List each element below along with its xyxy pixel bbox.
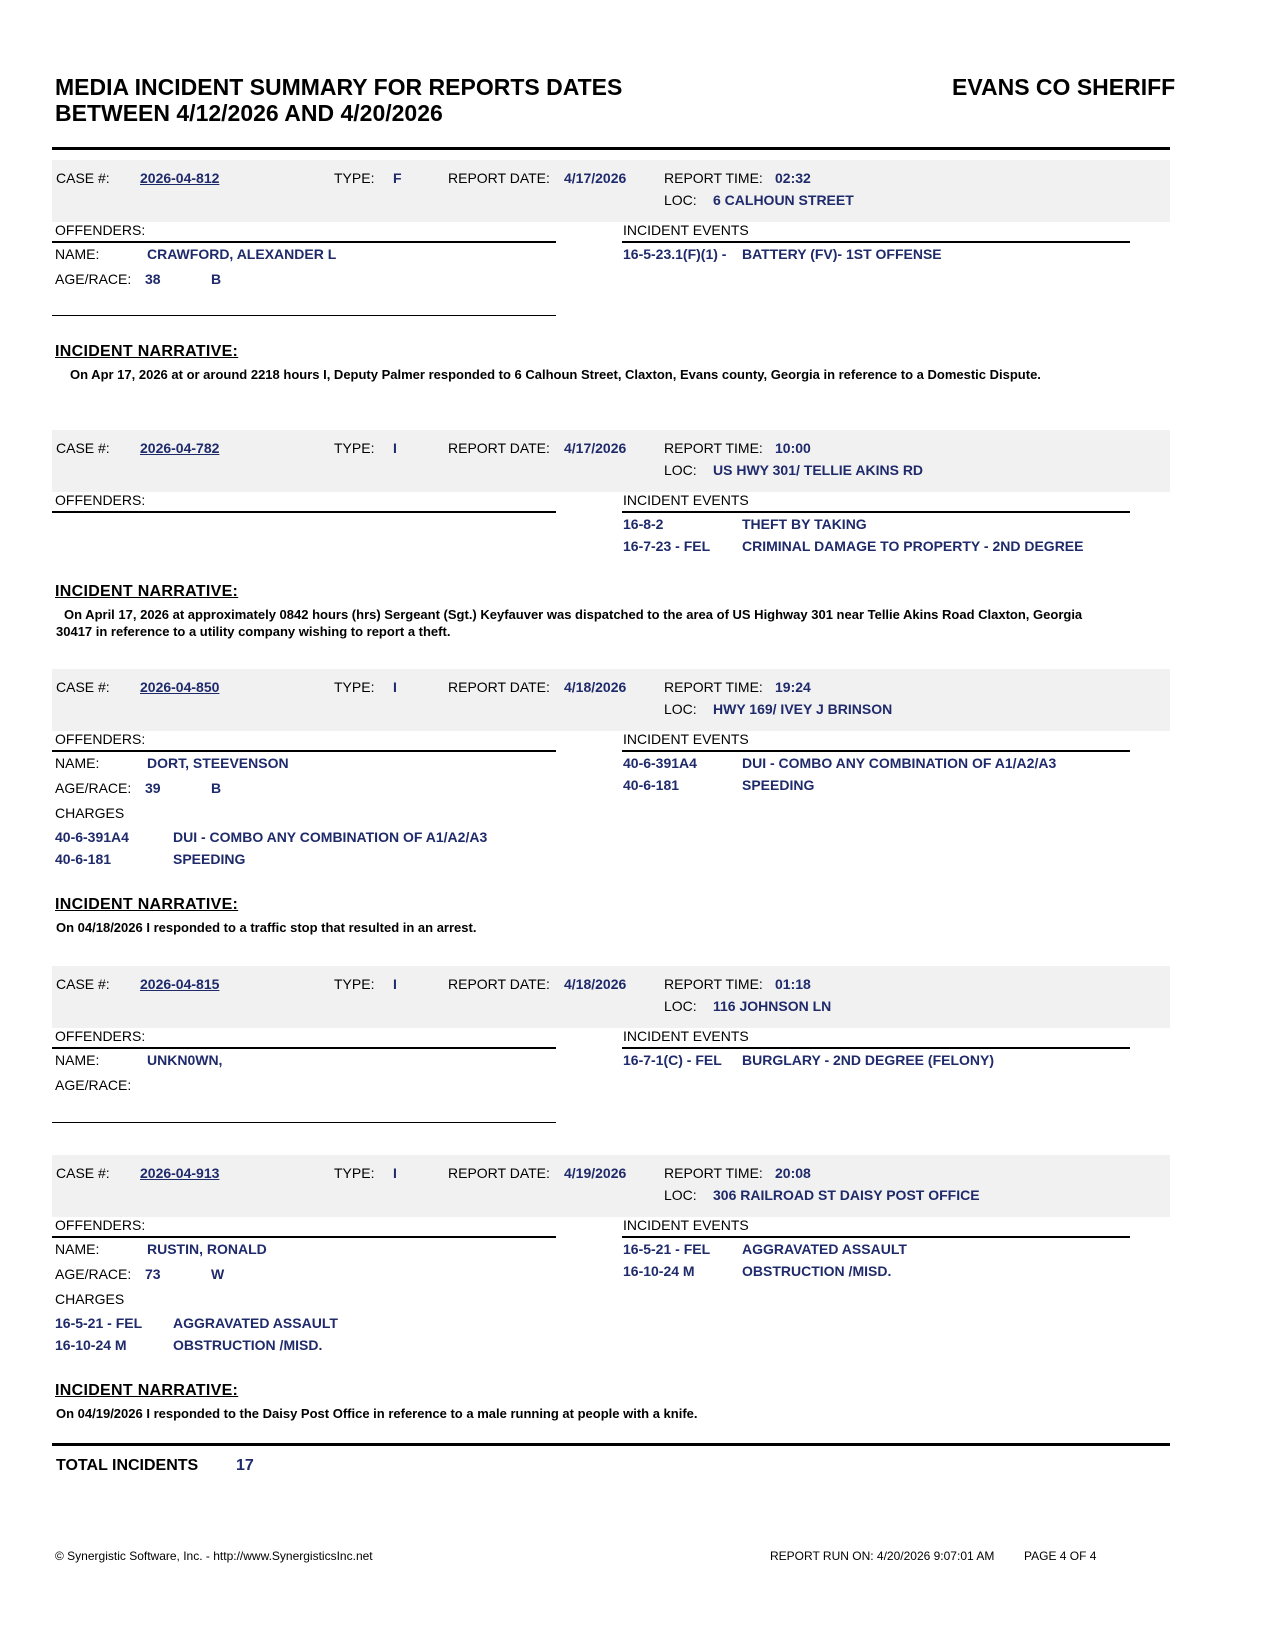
- narrative-heading: INCIDENT NARRATIVE:: [55, 583, 239, 600]
- offender-block-end-rule: [52, 1122, 556, 1123]
- type-value: I: [393, 679, 397, 695]
- charges-label: CHARGES: [55, 1291, 125, 1307]
- report-time-value: 19:24: [775, 679, 811, 695]
- offender-name: RUSTIN, RONALD: [147, 1241, 267, 1257]
- charge-desc: AGGRAVATED ASSAULT: [173, 1315, 338, 1331]
- case-label: CASE #:: [56, 679, 110, 695]
- charge-code: 40-6-181: [55, 851, 112, 867]
- narrative-heading: INCIDENT NARRATIVE:: [55, 343, 239, 360]
- offenders-label: OFFENDERS:: [55, 731, 146, 747]
- charge-code: 40-6-391A4: [55, 829, 129, 845]
- incident-events-label: INCIDENT EVENTS: [623, 1217, 749, 1233]
- report-date-label: REPORT DATE:: [448, 440, 550, 456]
- report-date-value: 4/17/2026: [564, 170, 627, 186]
- report-time-label: REPORT TIME:: [664, 679, 763, 695]
- report-date-label: REPORT DATE:: [448, 170, 550, 186]
- footer-page: PAGE 4 OF 4: [1024, 1549, 1097, 1563]
- type-label: TYPE:: [334, 440, 375, 456]
- narrative-text: On Apr 17, 2026 at or around 2218 hours I, Deputy Palmer responded to 6 Calhoun Street, Claxton, Evans county, Georgia in reference to a Domestic Dispute.: [70, 367, 1041, 382]
- event-desc: THEFT BY TAKING: [742, 516, 867, 532]
- events-rule: [622, 241, 1130, 243]
- charge-desc: DUI - COMBO ANY COMBINATION OF A1/A2/A3: [173, 829, 488, 845]
- case-label: CASE #:: [56, 440, 110, 456]
- loc-value: US HWY 301/ TELLIE AKINS RD: [713, 462, 924, 478]
- report-time-value: 10:00: [775, 440, 811, 456]
- type-value: F: [393, 170, 402, 186]
- name-label: NAME:: [55, 246, 100, 262]
- loc-label: LOC:: [664, 462, 697, 478]
- incident-events-label: INCIDENT EVENTS: [623, 222, 749, 238]
- offender-block-end-rule: [52, 315, 556, 316]
- offenders-label: OFFENDERS:: [55, 492, 146, 508]
- type-value: I: [393, 440, 397, 456]
- loc-label: LOC:: [664, 998, 697, 1014]
- event-desc: BURGLARY - 2ND DEGREE (FELONY): [742, 1052, 995, 1068]
- offender-name: CRAWFORD, ALEXANDER L: [147, 246, 337, 262]
- event-code: 16-7-1(C) - FEL: [623, 1052, 722, 1068]
- report-title-line2: BETWEEN 4/12/2026 AND 4/20/2026: [55, 100, 443, 126]
- footer-copyright: © Synergistic Software, Inc. - http://www.SynergisticsInc.net: [55, 1549, 373, 1563]
- event-code: 16-7-23 - FEL: [623, 538, 711, 554]
- report-date-label: REPORT DATE:: [448, 679, 550, 695]
- narrative-text: On April 17, 2026 at approximately 0842 hours (hrs) Sergeant (Sgt.) Keyfauver was dispatched to the area of US Highway 301 near Tellie Akins Road Claxton, Georgia 30417 in reference to a utility company wishing to report a theft.: [56, 607, 1083, 639]
- narrative-text: On 04/18/2026 I responded to a traffic stop that resulted in an arrest.: [56, 920, 477, 935]
- event-desc: BATTERY (FV)- 1ST OFFENSE: [742, 246, 942, 262]
- offenders-rule: [52, 750, 556, 752]
- report-date-label: REPORT DATE:: [448, 1165, 550, 1181]
- report-date-value: 4/19/2026: [564, 1165, 627, 1181]
- offenders-label: OFFENDERS:: [55, 1217, 146, 1233]
- event-desc: CRIMINAL DAMAGE TO PROPERTY - 2ND DEGREE: [742, 538, 1084, 554]
- offenders-rule: [52, 241, 556, 243]
- case-number-link[interactable]: 2026-04-782: [140, 440, 220, 456]
- report-date-value: 4/18/2026: [564, 679, 627, 695]
- event-code: 40-6-181: [623, 777, 680, 793]
- name-label: NAME:: [55, 755, 100, 771]
- type-value: I: [393, 976, 397, 992]
- event-desc: SPEEDING: [742, 777, 815, 793]
- event-desc: DUI - COMBO ANY COMBINATION OF A1/A2/A3: [742, 755, 1057, 771]
- case-label: CASE #:: [56, 976, 110, 992]
- report-date-value: 4/18/2026: [564, 976, 627, 992]
- event-code: 40-6-391A4: [623, 755, 697, 771]
- event-code: 16-10-24 M: [623, 1263, 695, 1279]
- event-desc: OBSTRUCTION /MISD.: [742, 1263, 892, 1279]
- footer-run-on: REPORT RUN ON: 4/20/2026 9:07:01 AM: [770, 1549, 995, 1563]
- event-desc: AGGRAVATED ASSAULT: [742, 1241, 907, 1257]
- case-number-link[interactable]: 2026-04-812: [140, 170, 220, 186]
- charge-code: 16-5-21 - FEL: [55, 1315, 143, 1331]
- report-time-label: REPORT TIME:: [664, 440, 763, 456]
- case-number-link[interactable]: 2026-04-850: [140, 679, 220, 695]
- offender-race: W: [211, 1266, 225, 1282]
- case-label: CASE #:: [56, 170, 110, 186]
- incident-events-label: INCIDENT EVENTS: [623, 492, 749, 508]
- age-race-label: AGE/RACE:: [55, 780, 132, 796]
- name-label: NAME:: [55, 1052, 100, 1068]
- age-race-label: AGE/RACE:: [55, 1077, 132, 1093]
- narrative-heading: INCIDENT NARRATIVE:: [55, 1382, 239, 1399]
- offenders-rule: [52, 1236, 556, 1238]
- agency-name: EVANS CO SHERIFF: [952, 74, 1176, 100]
- offenders-rule: [52, 1047, 556, 1049]
- loc-value: HWY 169/ IVEY J BRINSON: [713, 701, 893, 717]
- events-rule: [622, 511, 1130, 513]
- loc-label: LOC:: [664, 701, 697, 717]
- type-label: TYPE:: [334, 976, 375, 992]
- offenders-rule: [52, 511, 556, 513]
- age-race-label: AGE/RACE:: [55, 271, 132, 287]
- loc-value: 6 CALHOUN STREET: [713, 192, 854, 208]
- events-rule: [622, 1047, 1130, 1049]
- total-incidents-value: 17: [236, 1457, 254, 1474]
- offenders-label: OFFENDERS:: [55, 1028, 146, 1044]
- case-number-link[interactable]: 2026-04-815: [140, 976, 220, 992]
- charge-desc: OBSTRUCTION /MISD.: [173, 1337, 323, 1353]
- case-number-link[interactable]: 2026-04-913: [140, 1165, 220, 1181]
- report-time-value: 01:18: [775, 976, 811, 992]
- charge-desc: SPEEDING: [173, 851, 246, 867]
- loc-label: LOC:: [664, 1187, 697, 1203]
- offender-age: 73: [145, 1266, 161, 1282]
- event-code: 16-8-2: [623, 516, 664, 532]
- report-date-label: REPORT DATE:: [448, 976, 550, 992]
- total-incidents-label: TOTAL INCIDENTS: [56, 1457, 199, 1474]
- report-time-value: 02:32: [775, 170, 811, 186]
- type-label: TYPE:: [334, 679, 375, 695]
- report-date-value: 4/17/2026: [564, 440, 627, 456]
- report-title-line1: MEDIA INCIDENT SUMMARY FOR REPORTS DATES: [55, 74, 623, 100]
- offender-name: UNKN0WN,: [147, 1052, 223, 1068]
- offender-race: B: [211, 780, 222, 796]
- event-code: 16-5-21 - FEL: [623, 1241, 711, 1257]
- incident-events-label: INCIDENT EVENTS: [623, 1028, 749, 1044]
- narrative-text: On 04/19/2026 I responded to the Daisy Post Office in reference to a male running at people with a knife.: [56, 1406, 698, 1421]
- report-time-label: REPORT TIME:: [664, 170, 763, 186]
- offender-name: DORT, STEEVENSON: [147, 755, 289, 771]
- type-label: TYPE:: [334, 1165, 375, 1181]
- type-value: I: [393, 1165, 397, 1181]
- charge-code: 16-10-24 M: [55, 1337, 127, 1353]
- event-code: 16-5-23.1(F)(1) -: [623, 246, 727, 262]
- offenders-label: OFFENDERS:: [55, 222, 146, 238]
- totals-divider: [52, 1443, 1170, 1446]
- loc-label: LOC:: [664, 192, 697, 208]
- report-time-value: 20:08: [775, 1165, 811, 1181]
- loc-value: 306 RAILROAD ST DAISY POST OFFICE: [713, 1187, 980, 1203]
- report-time-label: REPORT TIME:: [664, 1165, 763, 1181]
- report-time-label: REPORT TIME:: [664, 976, 763, 992]
- loc-value: 116 JOHNSON LN: [713, 998, 832, 1014]
- events-rule: [622, 750, 1130, 752]
- name-label: NAME:: [55, 1241, 100, 1257]
- case-label: CASE #:: [56, 1165, 110, 1181]
- incident-events-label: INCIDENT EVENTS: [623, 731, 749, 747]
- type-label: TYPE:: [334, 170, 375, 186]
- events-rule: [622, 1236, 1130, 1238]
- offender-race: B: [211, 271, 222, 287]
- offender-age: 39: [145, 780, 161, 796]
- header-divider: [52, 147, 1170, 150]
- age-race-label: AGE/RACE:: [55, 1266, 132, 1282]
- narrative-heading: INCIDENT NARRATIVE:: [55, 896, 239, 913]
- offender-age: 38: [145, 271, 161, 287]
- charges-label: CHARGES: [55, 805, 125, 821]
